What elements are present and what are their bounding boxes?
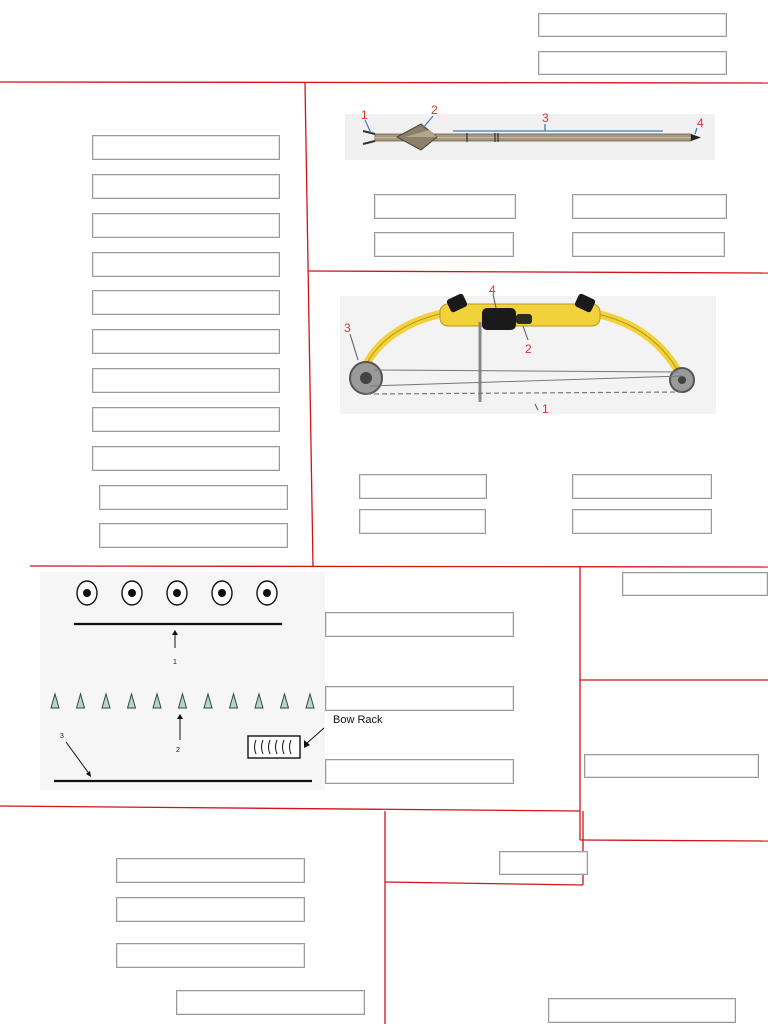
answer-box-range-2[interactable] (325, 686, 514, 711)
compound-bow-diagram (330, 282, 720, 422)
bow-callout-2: 2 (525, 342, 532, 356)
answer-box-left-5[interactable] (92, 290, 280, 315)
answer-box-bottom-6[interactable] (548, 998, 736, 1023)
answer-box-right-1[interactable] (622, 572, 768, 596)
answer-box-bottom-2[interactable] (116, 897, 305, 922)
range-marker-3: 3 (60, 733, 64, 740)
answer-box-top-1[interactable] (538, 13, 727, 37)
answer-box-range-1[interactable] (325, 612, 514, 637)
range-diagram (40, 572, 325, 790)
bow-rack-label: Bow Rack (333, 714, 383, 726)
answer-box-left-2[interactable] (92, 174, 280, 199)
answer-box-bottom-1[interactable] (116, 858, 305, 883)
answer-box-left-7[interactable] (92, 368, 280, 393)
answer-box-bow-3[interactable] (359, 509, 486, 534)
answer-box-bottom-3[interactable] (116, 943, 305, 968)
arrow-callout-2: 2 (431, 103, 438, 117)
target-2 (122, 581, 142, 605)
answer-box-left-8[interactable] (92, 407, 280, 432)
answer-box-left-11[interactable] (99, 523, 288, 548)
arrow-callout-4: 4 (697, 116, 704, 130)
answer-box-left-1[interactable] (92, 135, 280, 160)
target-3 (167, 581, 187, 605)
answer-box-bottom-4[interactable] (176, 990, 365, 1015)
bow-callout-3: 3 (344, 321, 351, 335)
arrow-callout-1: 1 (361, 108, 368, 122)
target-4 (212, 581, 232, 605)
answer-box-left-3[interactable] (92, 213, 280, 238)
bow-callout-1: 1 (542, 402, 549, 416)
answer-box-arrow-3[interactable] (374, 232, 514, 257)
arrow-diagram (345, 100, 715, 162)
bow-callout-4: 4 (489, 283, 496, 297)
arrow-callout-3: 3 (542, 111, 549, 125)
answer-box-top-2[interactable] (538, 51, 727, 75)
answer-box-bow-1[interactable] (359, 474, 487, 499)
answer-box-left-10[interactable] (99, 485, 288, 510)
answer-box-left-4[interactable] (92, 252, 280, 277)
range-marker-1: 1 (173, 659, 177, 666)
target-1 (77, 581, 97, 605)
answer-box-left-9[interactable] (92, 446, 280, 471)
range-marker-2: 2 (176, 747, 180, 754)
target-5 (257, 581, 277, 605)
answer-box-arrow-1[interactable] (374, 194, 516, 219)
answer-box-right-2[interactable] (584, 754, 759, 778)
answer-box-arrow-2[interactable] (572, 194, 727, 219)
answer-box-bottom-5[interactable] (499, 851, 588, 875)
answer-box-range-3[interactable] (325, 759, 514, 784)
answer-box-left-6[interactable] (92, 329, 280, 354)
answer-box-bow-4[interactable] (572, 509, 712, 534)
answer-box-bow-2[interactable] (572, 474, 712, 499)
answer-box-arrow-4[interactable] (572, 232, 725, 257)
